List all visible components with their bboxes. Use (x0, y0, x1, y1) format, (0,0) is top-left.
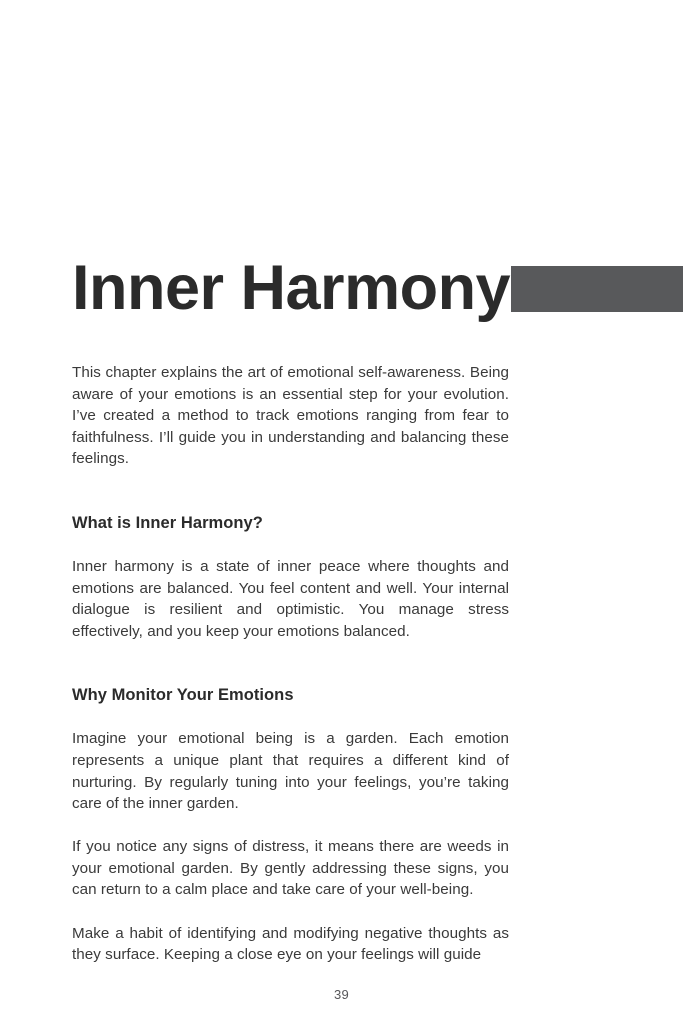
section-heading-what-is-inner-harmony: What is Inner Harmony? (72, 513, 263, 532)
paragraph-negative-thoughts: Make a habit of identifying and modifying negative thoughts as they surface. Keeping a close eye on your feelings will guide (72, 924, 509, 964)
section-heading-why-monitor-your-emotions: Why Monitor Your Emotions (72, 686, 294, 705)
page-title: Inner Harmony (72, 253, 511, 323)
paragraph-garden-metaphor: Imagine your emotional being is a garden. Each emotion represents a unique plant that requires a different kind of nurturing. By regularly tuning into your feelings, you’re taking care of the inner garden. (72, 730, 509, 813)
paragraph-intro: This chapter explains the art of emotional self-awareness. Being aware of your emotions is an essential step for your evolution. I’ve created a method to track emotions ranging from fear to faithfulness. I’ll guide you in understanding and balancing these feelings. (72, 364, 509, 468)
chapter-title-block (0, 252, 683, 324)
paragraph-signs-of-distress: If you notice any signs of distress, it means there are weeds in your emotional garden. By gently addressing these signs, you can return to a calm place and take care of your well-being. (72, 838, 509, 899)
paragraph-inner-harmony-definition: Inner harmony is a state of inner peace where thoughts and emotions are balanced. You feel content and well. Your internal dialogue is resilient and optimistic. You manage stress effectively, and you keep your emotions balanced. (72, 557, 509, 640)
title-accent-bar (511, 266, 683, 312)
page-footer (0, 986, 683, 1004)
body-content (72, 362, 509, 966)
page-number: 39 (333, 987, 350, 1002)
